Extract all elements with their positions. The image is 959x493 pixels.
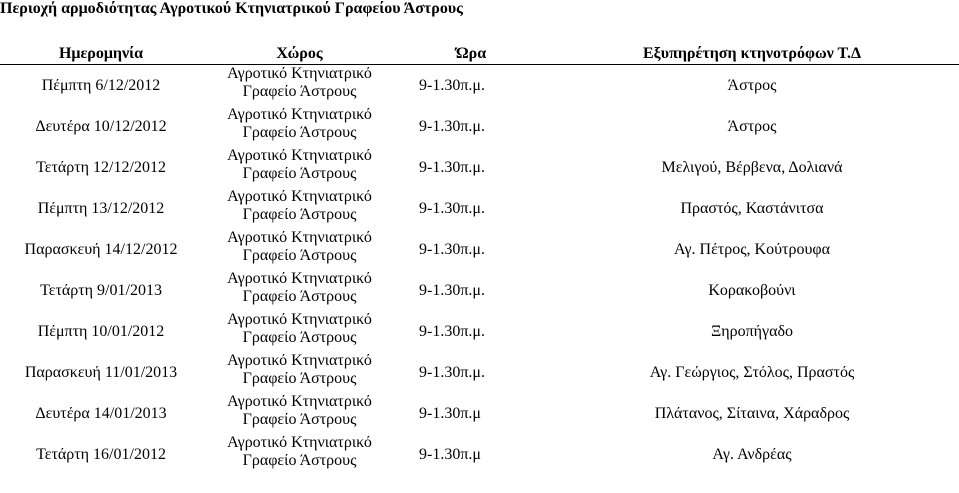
table-row bbox=[0, 434, 959, 475]
time-cell: 9-1.30π.μ. bbox=[419, 118, 485, 135]
place-cell bbox=[202, 106, 397, 147]
service-cell: Άστρος bbox=[727, 118, 777, 135]
place-cell bbox=[202, 147, 397, 188]
place-line-2: Γραφείο Άστρους bbox=[242, 452, 357, 469]
header-date: Ημερομηνία bbox=[0, 44, 202, 65]
date-cell: Δευτέρα 14/01/2013 bbox=[35, 405, 167, 422]
date-cell: Παρασκευή 14/12/2012 bbox=[24, 241, 178, 258]
table-row bbox=[0, 270, 959, 311]
table-row bbox=[0, 393, 959, 434]
place-cell bbox=[202, 229, 397, 270]
place-line-1: Αγροτικό Κτηνιατρικό bbox=[227, 106, 372, 123]
place-line-2: Γραφείο Άστρους bbox=[242, 370, 357, 387]
time-cell: 9-1.30π.μ. bbox=[419, 200, 485, 217]
service-cell: Μελιγού, Βέρβενα, Δολιανά bbox=[661, 159, 843, 176]
place-line-2: Γραφείο Άστρους bbox=[242, 288, 357, 305]
place-cell bbox=[202, 352, 397, 393]
page-title: Περιοχή αρμοδιότητας Αγροτικού Κτηνιατρικού Γραφείου Άστρους bbox=[0, 0, 463, 17]
time-cell: 9-1.30π.μ bbox=[419, 405, 481, 422]
place-line-2: Γραφείο Άστρους bbox=[242, 247, 357, 264]
time-cell: 9-1.30π.μ. bbox=[419, 282, 485, 299]
place-cell bbox=[202, 270, 397, 311]
place-cell bbox=[202, 311, 397, 352]
place-line-2: Γραφείο Άστρους bbox=[242, 329, 357, 346]
header-place: Χώρος bbox=[202, 44, 397, 65]
header-service: Εξυπηρέτηση κτηνοτρόφων Τ.Δ bbox=[545, 44, 959, 65]
service-cell: Αγ. Γεώργιος, Στόλος, Πραστός bbox=[649, 364, 855, 381]
time-cell: 9-1.30π.μ. bbox=[419, 323, 485, 340]
date-cell: Πέμπτη 10/01/2012 bbox=[37, 323, 165, 340]
time-cell: 9-1.30π.μ. bbox=[419, 159, 485, 176]
place-line-1: Αγροτικό Κτηνιατρικό bbox=[227, 147, 372, 164]
service-cell: Ξηροπήγαδο bbox=[710, 323, 794, 340]
place-line-2: Γραφείο Άστρους bbox=[242, 83, 357, 100]
time-cell: 9-1.30π.μ. bbox=[419, 77, 485, 94]
place-line-1: Αγροτικό Κτηνιατρικό bbox=[227, 188, 372, 205]
table-body bbox=[0, 65, 959, 476]
time-cell: 9-1.30π.μ. bbox=[419, 364, 485, 381]
date-cell: Τετάρτη 12/12/2012 bbox=[36, 159, 166, 176]
place-line-2: Γραφείο Άστρους bbox=[242, 206, 357, 223]
table-row bbox=[0, 106, 959, 147]
table-row bbox=[0, 311, 959, 352]
time-cell: 9-1.30π.μ. bbox=[419, 241, 485, 258]
place-line-1: Αγροτικό Κτηνιατρικό bbox=[227, 229, 372, 246]
place-line-1: Αγροτικό Κτηνιατρικό bbox=[227, 393, 372, 410]
date-cell: Τετάρτη 9/01/2013 bbox=[40, 282, 162, 299]
table-header-row bbox=[0, 44, 959, 65]
place-line-1: Αγροτικό Κτηνιατρικό bbox=[227, 352, 372, 369]
table-row bbox=[0, 188, 959, 229]
service-cell: Πραστός, Καστάνιτσα bbox=[680, 200, 824, 217]
place-line-1: Αγροτικό Κτηνιατρικό bbox=[227, 270, 372, 287]
place-cell bbox=[202, 188, 397, 229]
date-cell: Πέμπτη 6/12/2012 bbox=[41, 77, 161, 94]
date-cell: Τετάρτη 16/01/2012 bbox=[36, 446, 166, 463]
date-cell: Παρασκευή 11/01/2013 bbox=[24, 364, 178, 381]
time-cell: 9-1.30π.μ bbox=[419, 446, 481, 463]
service-cell: Άστρος bbox=[727, 77, 777, 94]
date-cell: Πέμπτη 13/12/2012 bbox=[37, 200, 165, 217]
schedule-table bbox=[0, 44, 959, 475]
table-row bbox=[0, 352, 959, 393]
place-line-1: Αγροτικό Κτηνιατρικό bbox=[227, 434, 372, 451]
date-cell: Δευτέρα 10/12/2012 bbox=[35, 118, 167, 135]
place-cell bbox=[202, 434, 397, 475]
table-row bbox=[0, 229, 959, 270]
service-cell: Κορακοβούνι bbox=[708, 282, 796, 299]
service-cell: Πλάτανος, Σίταινα, Χάραδρος bbox=[654, 405, 850, 422]
place-line-2: Γραφείο Άστρους bbox=[242, 165, 357, 182]
service-cell: Αγ. Ανδρέας bbox=[712, 446, 792, 463]
header-time: Ώρα bbox=[397, 44, 545, 65]
place-line-2: Γραφείο Άστρους bbox=[242, 411, 357, 428]
place-cell bbox=[202, 65, 397, 107]
place-line-1: Αγροτικό Κτηνιατρικό bbox=[227, 65, 372, 82]
table-row bbox=[0, 147, 959, 188]
table-row bbox=[0, 65, 959, 107]
place-cell bbox=[202, 393, 397, 434]
place-line-1: Αγροτικό Κτηνιατρικό bbox=[227, 311, 372, 328]
place-line-2: Γραφείο Άστρους bbox=[242, 124, 357, 141]
service-cell: Αγ. Πέτρος, Κούτρουφα bbox=[674, 241, 830, 258]
